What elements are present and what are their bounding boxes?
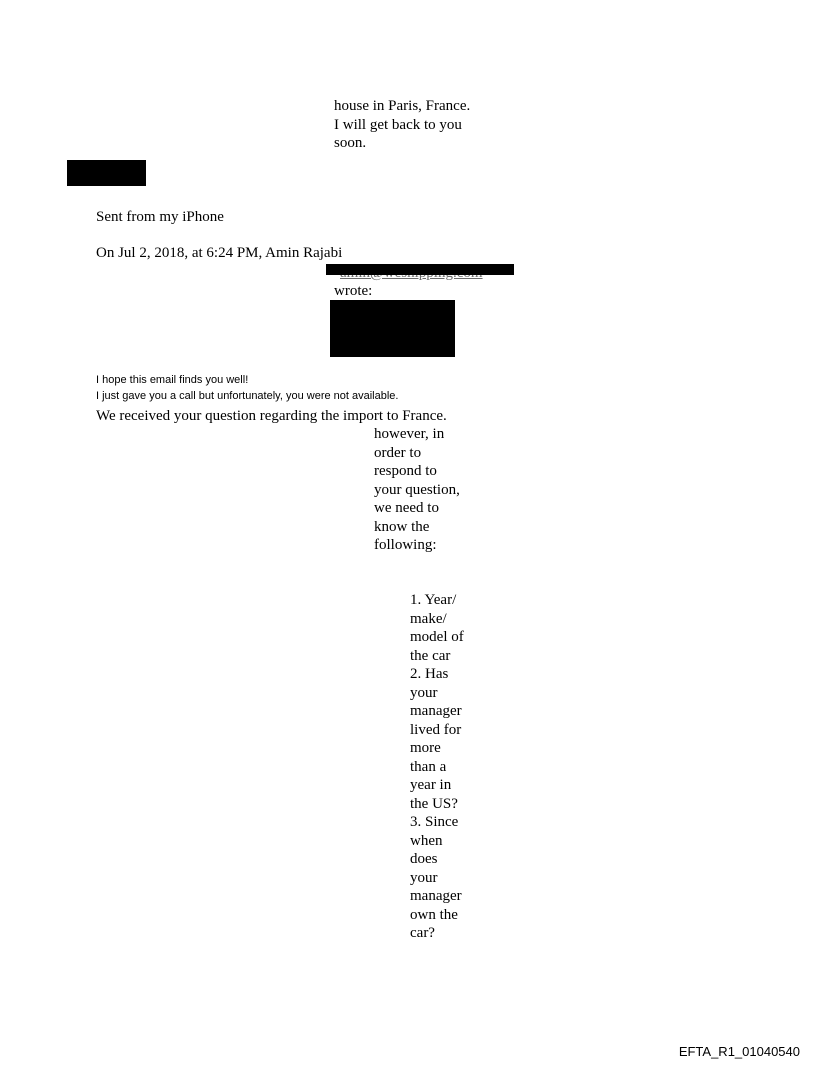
question-line: the US?: [410, 795, 458, 812]
question-line: 1. Year/: [410, 592, 457, 608]
reply-quote: [334, 97, 470, 153]
body-line: order to: [374, 444, 422, 461]
question-line: more: [410, 740, 441, 756]
question-line: your: [410, 684, 438, 701]
quote-header-line: On Jul 2, 2018, at 6:24 PM, Amin Rajabi: [96, 245, 343, 261]
question-line: model of: [410, 629, 464, 645]
email-body-sans: [96, 373, 398, 403]
body-lead-line: We received your question regarding the import to France.: [96, 408, 447, 424]
body-line: respond to: [374, 463, 437, 479]
question-line: than a: [410, 758, 447, 775]
questions-list: [410, 591, 464, 943]
question-line: lived for: [410, 721, 462, 738]
body-continuation: [374, 425, 460, 555]
reply-quote-line: house in Paris, France.: [334, 98, 471, 114]
question-line: does: [410, 851, 438, 867]
body-line: I hope this email finds you well!: [96, 374, 249, 386]
body-line: following:: [374, 537, 437, 553]
question-line: make/: [410, 610, 447, 627]
question-line: manager: [410, 888, 462, 904]
question-line: when: [410, 832, 443, 849]
body-line: we need to: [374, 500, 439, 516]
sent-from-line: Sent from my iPhone: [96, 209, 224, 225]
question-line: 3. Since: [410, 814, 459, 830]
signature-trail: y: [130, 172, 136, 186]
body-line: I just gave you a call but unfortunately, you were not available.: [96, 390, 399, 402]
document-id-footer: EFTA_R1_01040540: [678, 1044, 800, 1059]
question-line: the car: [410, 647, 451, 664]
reply-quote-line: I will get back to you: [334, 116, 462, 133]
body-line: know the: [374, 518, 430, 535]
redaction-box: [330, 300, 455, 357]
question-line: car?: [410, 925, 435, 941]
question-line: 2. Has: [410, 666, 449, 682]
wrote-label: wrote:: [334, 283, 373, 299]
reply-quote-line: soon.: [334, 135, 367, 151]
question-line: your: [410, 869, 438, 886]
question-line: own the: [410, 906, 458, 923]
question-line: manager: [410, 703, 462, 719]
question-line: year in: [410, 777, 452, 793]
body-line: however, in: [374, 426, 445, 442]
redaction-bar: [326, 264, 514, 275]
body-line: your question,: [374, 481, 460, 498]
